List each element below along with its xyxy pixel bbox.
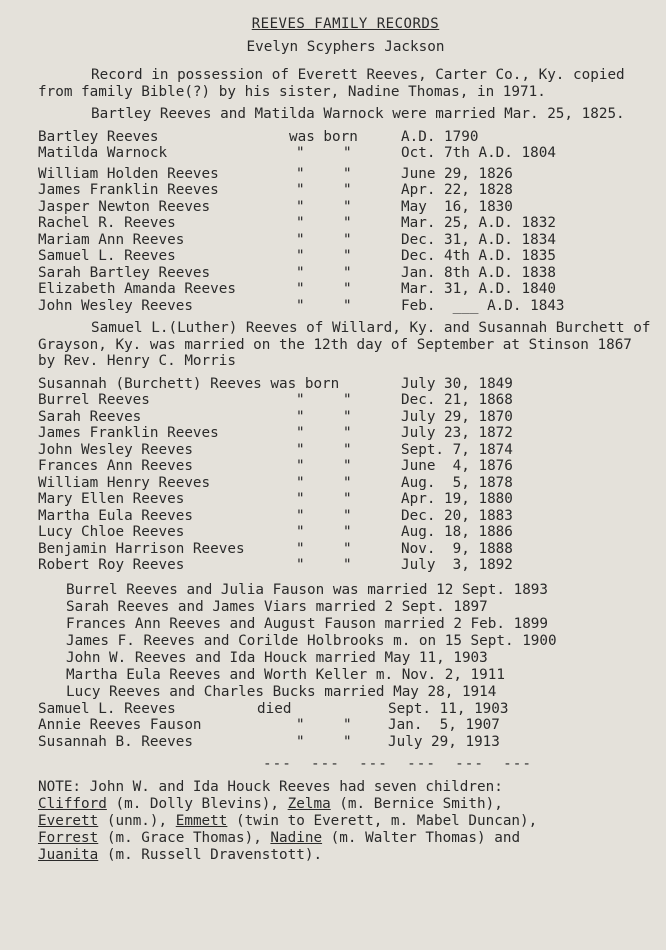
birth-date: Oct. 7th A.D. 1804 [401, 145, 556, 161]
person-name: Mariam Ann Reeves [38, 231, 185, 248]
list-item [38, 458, 653, 475]
birth-date: Feb. ___ A.D. 1843 [401, 297, 565, 314]
list-item [38, 701, 653, 718]
child-detail: (twin to Everett, m. Mabel Duncan), [227, 812, 538, 829]
ditto-mark: " [343, 557, 352, 573]
ditto-mark: " [343, 281, 352, 297]
ditto-mark: " [343, 474, 352, 491]
ditto-mark: " [296, 474, 305, 491]
ditto-mark: " [296, 165, 305, 182]
person-name: Martha Eula Reeves [38, 507, 193, 524]
ditto-mark: " [296, 215, 305, 231]
ditto-mark: " [296, 231, 305, 248]
child-detail: (m. Russell Dravenstott). [98, 846, 323, 863]
child-name: Forrest [38, 829, 99, 846]
list-item [38, 442, 653, 459]
birth-date: Aug. 18, 1886 [401, 524, 513, 540]
person-name: James Franklin Reeves [38, 182, 219, 198]
child-name: Everett [38, 812, 99, 829]
person-name: Susannah (Burchett) Reeves was born [38, 375, 340, 392]
death-date: Sept. 11, 1903 [388, 700, 509, 717]
birth-date: Nov. 9, 1888 [401, 540, 513, 557]
marriage-entry: James F. Reeves and Corilde Holbrooks m. on 15 Sept. 1900 [66, 632, 557, 649]
marriage-entry: Frances Ann Reeves and August Fauson married 2 Feb. 1899 [66, 615, 549, 632]
list-item [38, 734, 653, 751]
marriage-paragraph-1: Bartley Reeves and Matilda Warnock were married Mar. 25, 1825. [91, 106, 625, 122]
marriages-list [66, 582, 653, 701]
children-list-2 [38, 376, 653, 574]
ditto-mark: " [296, 425, 305, 441]
ditto-mark: " [343, 717, 352, 733]
person-name: Annie Reeves Fauson [38, 717, 202, 733]
deaths-list [38, 701, 653, 751]
ditto-mark: " [343, 248, 352, 264]
ditto-mark: " [296, 458, 305, 474]
child-name: Clifford [38, 795, 107, 812]
person-name: Mary Ellen Reeves [38, 491, 185, 507]
person-name: John Wesley Reeves [38, 297, 193, 314]
list-item [38, 265, 653, 282]
ditto-mark: " [296, 145, 305, 161]
person-name: Susannah B. Reeves [38, 733, 193, 750]
list-item [38, 475, 653, 492]
ditto-mark: " [296, 540, 305, 557]
ditto-mark: " [296, 182, 305, 198]
ditto-mark: " [343, 182, 352, 198]
died-label: died [257, 700, 292, 717]
person-name: William Henry Reeves [38, 474, 211, 491]
children-list-1 [38, 166, 653, 315]
birth-date: July 23, 1872 [401, 425, 513, 441]
parents-list [38, 129, 653, 162]
document-title: REEVES FAMILY RECORDS [251, 16, 440, 32]
person-name: Samuel L. Reeves [38, 700, 176, 717]
birth-date: June 29, 1826 [401, 165, 513, 182]
list-item [38, 166, 653, 183]
ditto-mark: " [343, 215, 352, 231]
note-line [38, 847, 653, 864]
marriage-entry: Martha Eula Reeves and Worth Keller m. Nov. 2, 1911 [66, 666, 505, 683]
birth-date: July 29, 1870 [401, 408, 513, 425]
child-detail: (m. Bernice Smith), [330, 795, 503, 812]
list-item [38, 541, 653, 558]
person-name: Lucy Chloe Reeves [38, 524, 185, 540]
ditto-mark: " [296, 248, 305, 264]
ditto-mark: " [296, 491, 305, 507]
ditto-mark: " [296, 264, 305, 281]
ditto-mark: " [343, 145, 352, 161]
ditto-mark: " [343, 198, 352, 215]
ditto-mark: " [343, 540, 352, 557]
birth-date: Dec. 20, 1883 [401, 507, 513, 524]
person-name: William Holden Reeves [38, 165, 219, 182]
marriage-entry: Sarah Reeves and James Viars married 2 Sept. 1897 [66, 598, 488, 615]
list-item [38, 524, 653, 541]
birth-date: Apr. 22, 1828 [401, 182, 513, 198]
birth-date: Dec. 4th A.D. 1835 [401, 248, 556, 264]
ditto-mark: " [296, 408, 305, 425]
ditto-mark: " [343, 733, 352, 750]
person-name: Sarah Bartley Reeves [38, 264, 211, 281]
child-name: Zelma [287, 795, 331, 812]
list-item [38, 232, 653, 249]
list-item [38, 392, 653, 409]
note-lead: NOTE: John W. and Ida Houck Reeves had seven children: [38, 778, 503, 795]
list-item [38, 129, 653, 146]
person-name: Bartley Reeves [38, 128, 159, 145]
person-name: James Franklin Reeves [38, 425, 219, 441]
ditto-mark: " [296, 733, 305, 750]
ditto-mark: " [343, 491, 352, 507]
list-item [38, 215, 653, 232]
ditto-mark: " [343, 264, 352, 281]
person-name: Rachel R. Reeves [38, 215, 176, 231]
intro-paragraph: Record in possession of Everett Reeves, Carter Co., Ky. copied from family Bible(?) by his sister, Nadine Thomas, in 1971. [38, 67, 625, 100]
ditto-mark: " [343, 408, 352, 425]
child-name: Emmett [175, 812, 228, 829]
ditto-mark: " [296, 392, 305, 408]
birth-date: Apr. 19, 1880 [401, 491, 513, 507]
person-name: Sarah Reeves [38, 408, 142, 425]
ditto-mark: " [296, 507, 305, 524]
separator-line: --- --- --- --- --- --- [263, 756, 533, 772]
marriage-entry: John W. Reeves and Ida Houck married May 11, 1903 [66, 649, 488, 666]
note-section [38, 779, 653, 864]
list-item [38, 557, 653, 574]
list-item [38, 281, 653, 298]
ditto-mark: " [296, 297, 305, 314]
child-detail: (m. Dolly Blevins), [106, 795, 288, 812]
birth-date: Jan. 8th A.D. 1838 [401, 264, 556, 281]
list-item [38, 717, 653, 734]
list-item [38, 376, 653, 393]
person-name: Jasper Newton Reeves [38, 198, 211, 215]
list-item [38, 409, 653, 426]
person-name: Burrel Reeves [38, 392, 150, 408]
list-item [38, 182, 653, 199]
person-name: Robert Roy Reeves [38, 557, 185, 573]
person-name: John Wesley Reeves [38, 441, 193, 458]
ditto-mark: " [296, 717, 305, 733]
ditto-mark: " [343, 507, 352, 524]
birth-date: Aug. 5, 1878 [401, 474, 513, 491]
ditto-mark: " [343, 441, 352, 458]
ditto-mark: " [343, 392, 352, 408]
author-name: Evelyn Scyphers Jackson [246, 38, 445, 55]
document-content [38, 16, 653, 864]
born-label: was born [289, 128, 358, 145]
note-line [38, 830, 653, 847]
list-item [38, 298, 653, 315]
ditto-mark: " [296, 281, 305, 297]
person-name: Samuel L. Reeves [38, 248, 176, 264]
child-detail: (unm.), [98, 812, 176, 829]
list-item [38, 199, 653, 216]
person-name: Benjamin Harrison Reeves [38, 540, 245, 557]
list-item [38, 508, 653, 525]
child-name: Juanita [38, 846, 99, 863]
ditto-mark: " [296, 524, 305, 540]
person-name: Matilda Warnock [38, 145, 168, 161]
ditto-mark: " [296, 441, 305, 458]
child-detail: (m. Walter Thomas) and [322, 829, 521, 846]
ditto-mark: " [343, 524, 352, 540]
person-name: Elizabeth Amanda Reeves [38, 281, 236, 297]
ditto-mark: " [343, 425, 352, 441]
note-line [38, 796, 653, 813]
person-name: Frances Ann Reeves [38, 458, 193, 474]
ditto-mark: " [296, 557, 305, 573]
child-name: Nadine [270, 829, 323, 846]
list-item [38, 491, 653, 508]
birth-date: Mar. 25, A.D. 1832 [401, 215, 556, 231]
birth-date: Dec. 21, 1868 [401, 392, 513, 408]
death-date: Jan. 5, 1907 [388, 717, 500, 733]
birth-date: A.D. 1790 [401, 128, 479, 145]
ditto-mark: " [343, 165, 352, 182]
list-item [38, 248, 653, 265]
marriage-entry: Lucy Reeves and Charles Bucks married May 28, 1914 [66, 683, 497, 700]
list-item [38, 425, 653, 442]
death-date: July 29, 1913 [388, 733, 500, 750]
note-line [38, 813, 653, 830]
ditto-mark: " [343, 458, 352, 474]
marriage-paragraph-2: Samuel L.(Luther) Reeves of Willard, Ky. and Susannah Burchett of Grayson, Ky. was married on the 12th day of September at Stinson 1867 by Rev. Henry C. Morris [38, 320, 651, 369]
child-detail: (m. Grace Thomas), [98, 829, 271, 846]
birth-date: Sept. 7, 1874 [401, 441, 513, 458]
marriage-entry: Burrel Reeves and Julia Fauson was married 12 Sept. 1893 [66, 581, 549, 598]
birth-date: July 3, 1892 [401, 557, 513, 573]
ditto-mark: " [343, 297, 352, 314]
birth-date: Dec. 31, A.D. 1834 [401, 231, 556, 248]
birth-date: July 30, 1849 [401, 375, 513, 392]
ditto-mark: " [343, 231, 352, 248]
ditto-mark: " [296, 198, 305, 215]
birth-date: May 16, 1830 [401, 198, 513, 215]
list-item [38, 145, 653, 162]
birth-date: Mar. 31, A.D. 1840 [401, 281, 556, 297]
birth-date: June 4, 1876 [401, 458, 513, 474]
